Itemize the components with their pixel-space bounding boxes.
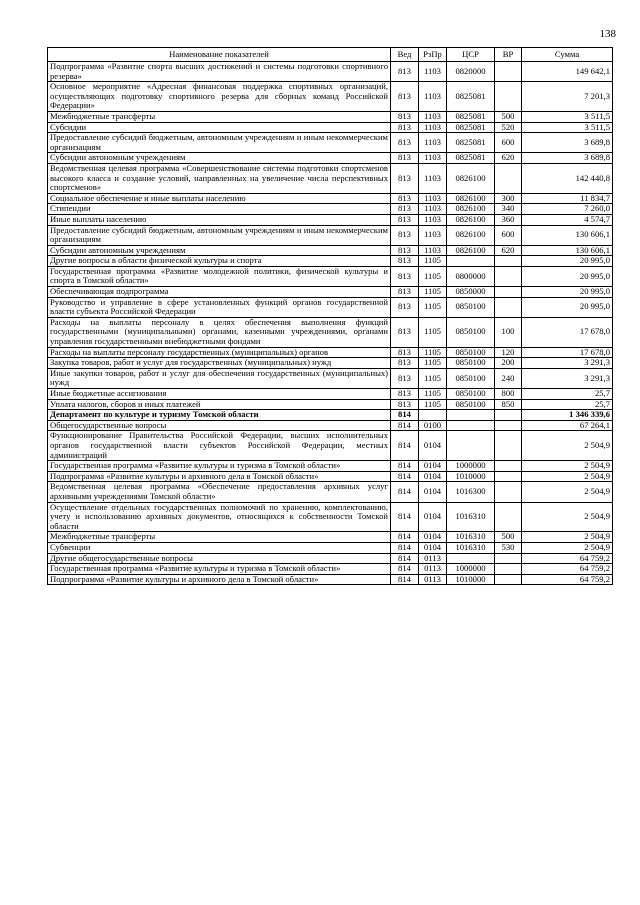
cell-vr: 120 [495, 347, 522, 358]
header-vr: ВР [495, 48, 522, 62]
cell-sum: 25,7 [522, 389, 613, 400]
cell-rzpr: 1105 [419, 317, 447, 347]
cell-ved: 813 [391, 204, 419, 215]
cell-vr: 360 [495, 214, 522, 225]
cell-vr: 800 [495, 389, 522, 400]
cell-rzpr: 0104 [419, 482, 447, 502]
cell-vr: 240 [495, 368, 522, 388]
cell-name: Расходы на выплаты персоналу государственных (муниципальных) органов [48, 347, 391, 358]
cell-name: Иные бюджетные ассигнования [48, 389, 391, 400]
cell-csr: 0850100 [447, 368, 495, 388]
cell-sum: 2 504,9 [522, 542, 613, 553]
cell-vr [495, 553, 522, 564]
cell-name: Другие общегосударственные вопросы [48, 553, 391, 564]
table-row [48, 358, 613, 369]
cell-name: Стипендии [48, 204, 391, 215]
cell-ved: 813 [391, 225, 419, 245]
cell-sum: 3 511,5 [522, 111, 613, 122]
cell-name: Государственная программа «Развитие молодежной политики, физической культуры и спорта в Томской области» [48, 266, 391, 286]
cell-csr: 0825081 [447, 111, 495, 122]
cell-vr [495, 297, 522, 317]
cell-ved: 813 [391, 62, 419, 82]
cell-rzpr: 1103 [419, 133, 447, 153]
budget-table [47, 47, 613, 585]
cell-name: Межбюджетные трансферты [48, 532, 391, 543]
cell-ved: 814 [391, 564, 419, 575]
cell-rzpr: 1105 [419, 297, 447, 317]
table-row [48, 368, 613, 388]
cell-csr: 0850000 [447, 287, 495, 298]
cell-vr: 340 [495, 204, 522, 215]
cell-csr: 0850100 [447, 389, 495, 400]
table-row [48, 502, 613, 532]
cell-sum: 2 504,9 [522, 502, 613, 532]
cell-ved: 814 [391, 542, 419, 553]
cell-rzpr: 0104 [419, 502, 447, 532]
cell-rzpr: 0113 [419, 574, 447, 585]
cell-ved: 814 [391, 574, 419, 585]
cell-name: Подпрограмма «Развитие спорта высших достижений и системы подготовки спортивного резерва» [48, 62, 391, 82]
cell-vr [495, 410, 522, 421]
cell-csr: 1016310 [447, 542, 495, 553]
cell-csr: 0826100 [447, 163, 495, 193]
cell-sum: 2 504,9 [522, 482, 613, 502]
cell-rzpr: 1105 [419, 399, 447, 410]
header-name: Наименование показателей [48, 48, 391, 62]
cell-name: Межбюджетные трансферты [48, 111, 391, 122]
cell-vr [495, 163, 522, 193]
cell-ved: 813 [391, 368, 419, 388]
cell-rzpr: 1103 [419, 163, 447, 193]
cell-rzpr: 0113 [419, 564, 447, 575]
header-rzpr: РзПр [419, 48, 447, 62]
cell-sum: 1 346 339,6 [522, 410, 613, 421]
cell-ved: 814 [391, 431, 419, 461]
cell-name: Иные выплаты населению [48, 214, 391, 225]
cell-vr [495, 266, 522, 286]
cell-sum: 7 201,3 [522, 82, 613, 112]
cell-rzpr: 1103 [419, 153, 447, 164]
cell-csr: 0850100 [447, 399, 495, 410]
table-row [48, 399, 613, 410]
cell-rzpr: 0104 [419, 461, 447, 472]
cell-rzpr: 1103 [419, 204, 447, 215]
cell-rzpr: 0113 [419, 553, 447, 564]
table-row [48, 482, 613, 502]
cell-sum: 11 834,7 [522, 193, 613, 204]
header-ved: Вед [391, 48, 419, 62]
cell-sum: 20 995,0 [522, 256, 613, 267]
cell-csr: 0825081 [447, 122, 495, 133]
cell-name: Предоставление субсидий бюджетным, автономным учреждениям и иным некоммерческим организациям [48, 133, 391, 153]
cell-csr: 0820000 [447, 62, 495, 82]
cell-ved: 813 [391, 82, 419, 112]
cell-name: Подпрограмма «Развитие культуры и архивного дела в Томской области» [48, 574, 391, 585]
cell-rzpr: 1103 [419, 122, 447, 133]
cell-csr: 0826100 [447, 204, 495, 215]
cell-vr [495, 82, 522, 112]
cell-vr [495, 564, 522, 575]
cell-name: Закупка товаров, работ и услуг для государственных (муниципальных) нужд [48, 358, 391, 369]
cell-csr: 0826100 [447, 193, 495, 204]
cell-sum: 3 291,3 [522, 368, 613, 388]
cell-ved: 813 [391, 122, 419, 133]
cell-sum: 3 689,8 [522, 133, 613, 153]
cell-vr [495, 256, 522, 267]
cell-csr [447, 256, 495, 267]
cell-ved: 813 [391, 297, 419, 317]
table-row [48, 532, 613, 543]
cell-csr [447, 410, 495, 421]
cell-vr: 500 [495, 532, 522, 543]
table-row [48, 266, 613, 286]
cell-sum: 7 260,0 [522, 204, 613, 215]
cell-vr: 300 [495, 193, 522, 204]
cell-vr [495, 482, 522, 502]
cell-sum: 3 511,5 [522, 122, 613, 133]
cell-name: Осуществление отдельных государственных полномочий по хранению, комплектованию, учету и использованию архивных документов, относящихся к собственности Томской области [48, 502, 391, 532]
cell-vr [495, 62, 522, 82]
cell-name: Уплата налогов, сборов и иных платежей [48, 399, 391, 410]
cell-name: Предоставление субсидий бюджетным, автономным учреждениям и иным некоммерческим организациям [48, 225, 391, 245]
cell-ved: 814 [391, 420, 419, 431]
table-row [48, 287, 613, 298]
cell-sum: 64 759,2 [522, 553, 613, 564]
cell-rzpr: 0104 [419, 542, 447, 553]
cell-sum: 149 642,1 [522, 62, 613, 82]
cell-rzpr: 1105 [419, 358, 447, 369]
header-sum: Сумма [522, 48, 613, 62]
header-csr: ЦСР [447, 48, 495, 62]
table-row [48, 163, 613, 193]
cell-csr: 0826100 [447, 214, 495, 225]
cell-vr [495, 431, 522, 461]
cell-ved: 814 [391, 482, 419, 502]
cell-sum: 142 440,8 [522, 163, 613, 193]
cell-vr [495, 502, 522, 532]
cell-ved: 814 [391, 502, 419, 532]
cell-rzpr: 1103 [419, 193, 447, 204]
cell-name: Субсидии автономным учреждениям [48, 245, 391, 256]
table-header-row [48, 48, 613, 62]
cell-rzpr: 1105 [419, 266, 447, 286]
cell-sum: 20 995,0 [522, 287, 613, 298]
cell-ved: 814 [391, 471, 419, 482]
cell-csr: 0850100 [447, 358, 495, 369]
cell-name: Подпрограмма «Развитие культуры и архивного дела в Томской области» [48, 471, 391, 482]
cell-rzpr: 0104 [419, 532, 447, 543]
cell-csr [447, 431, 495, 461]
table-row [48, 317, 613, 347]
cell-sum: 2 504,9 [522, 431, 613, 461]
cell-csr: 1010000 [447, 574, 495, 585]
cell-vr: 620 [495, 153, 522, 164]
table-row [48, 204, 613, 215]
cell-name: Основное мероприятие «Адресная финансовая поддержка спортивных организаций, осуществляющих подготовку спортивного резерва для сборных команд Российской Федерации» [48, 82, 391, 112]
table-row [48, 574, 613, 585]
cell-vr: 620 [495, 245, 522, 256]
table-row [48, 111, 613, 122]
cell-rzpr: 1103 [419, 111, 447, 122]
cell-csr: 0800000 [447, 266, 495, 286]
cell-csr: 0825081 [447, 82, 495, 112]
cell-name: Департамент по культуре и туризму Томской области [48, 410, 391, 421]
cell-csr: 0826100 [447, 225, 495, 245]
table-row [48, 471, 613, 482]
cell-ved: 813 [391, 163, 419, 193]
cell-csr: 0825081 [447, 133, 495, 153]
cell-name: Руководство и управление в сфере установленных функций органов государственной власти субъекта Российской Федерации [48, 297, 391, 317]
cell-rzpr: 1105 [419, 347, 447, 358]
cell-sum: 67 264,1 [522, 420, 613, 431]
cell-name: Иные закупки товаров, работ и услуг для обеспечения государственных (муниципальных) нужд [48, 368, 391, 388]
cell-rzpr: 1103 [419, 82, 447, 112]
cell-csr: 0825081 [447, 153, 495, 164]
cell-ved: 813 [391, 347, 419, 358]
cell-sum: 2 504,9 [522, 532, 613, 543]
cell-ved: 813 [391, 111, 419, 122]
cell-ved: 814 [391, 461, 419, 472]
cell-csr: 1016310 [447, 502, 495, 532]
cell-name: Субвенции [48, 542, 391, 553]
cell-rzpr [419, 410, 447, 421]
cell-sum: 20 995,0 [522, 297, 613, 317]
table-row [48, 153, 613, 164]
cell-vr: 100 [495, 317, 522, 347]
cell-sum: 20 995,0 [522, 266, 613, 286]
cell-sum: 25,7 [522, 399, 613, 410]
cell-ved: 813 [391, 358, 419, 369]
cell-name: Ведомственная целевая программа «Совершенствование системы подготовки спортсменов высокого класса и создание условий, направленных на увеличение числа перспективных спортсменов» [48, 163, 391, 193]
cell-csr: 1016310 [447, 532, 495, 543]
table-row [48, 564, 613, 575]
cell-name: Функционирование Правительства Российской Федерации, высших исполнительных органов государственной власти субъектов Российской Федерации, местных администраций [48, 431, 391, 461]
cell-rzpr: 1105 [419, 389, 447, 400]
cell-rzpr: 1103 [419, 225, 447, 245]
table-row [48, 225, 613, 245]
cell-vr: 520 [495, 122, 522, 133]
table-row [48, 133, 613, 153]
cell-sum: 3 291,3 [522, 358, 613, 369]
table-row [48, 62, 613, 82]
cell-sum: 130 606,1 [522, 245, 613, 256]
cell-ved: 814 [391, 410, 419, 421]
table-row [48, 82, 613, 112]
cell-sum: 17 678,0 [522, 317, 613, 347]
cell-name: Расходы на выплаты персоналу в целях обеспечения выполнения функций государственными (муниципальными) органами, казенными учреждениями, органами управления государственными внебюджетными фондами [48, 317, 391, 347]
table-row [48, 347, 613, 358]
cell-name: Государственная программа «Развитие культуры и туризма в Томской области» [48, 564, 391, 575]
cell-sum: 64 759,2 [522, 574, 613, 585]
cell-vr [495, 420, 522, 431]
cell-vr: 200 [495, 358, 522, 369]
table-row [48, 461, 613, 472]
cell-csr: 1000000 [447, 461, 495, 472]
cell-vr: 530 [495, 542, 522, 553]
cell-rzpr: 1103 [419, 214, 447, 225]
cell-rzpr: 1105 [419, 368, 447, 388]
cell-vr [495, 574, 522, 585]
table-row [48, 410, 613, 421]
cell-vr [495, 461, 522, 472]
cell-ved: 813 [391, 266, 419, 286]
cell-ved: 813 [391, 287, 419, 298]
table-row [48, 553, 613, 564]
cell-csr: 1010000 [447, 471, 495, 482]
cell-name: Общегосударственные вопросы [48, 420, 391, 431]
table-row [48, 420, 613, 431]
cell-ved: 813 [391, 256, 419, 267]
cell-sum: 17 678,0 [522, 347, 613, 358]
cell-csr: 0826100 [447, 245, 495, 256]
cell-csr [447, 553, 495, 564]
cell-name: Государственная программа «Развитие культуры и туризма в Томской области» [48, 461, 391, 472]
cell-rzpr: 1103 [419, 245, 447, 256]
cell-csr: 0850100 [447, 297, 495, 317]
cell-name: Обеспечивающая подпрограмма [48, 287, 391, 298]
cell-rzpr: 1105 [419, 256, 447, 267]
cell-sum: 4 574,7 [522, 214, 613, 225]
cell-ved: 813 [391, 317, 419, 347]
table-row [48, 122, 613, 133]
table-row [48, 431, 613, 461]
table-row [48, 297, 613, 317]
cell-vr: 600 [495, 133, 522, 153]
cell-name: Субсидии [48, 122, 391, 133]
cell-ved: 814 [391, 553, 419, 564]
cell-sum: 3 689,8 [522, 153, 613, 164]
cell-ved: 813 [391, 214, 419, 225]
cell-rzpr: 0104 [419, 431, 447, 461]
cell-name: Другие вопросы в области физической культуры и спорта [48, 256, 391, 267]
cell-ved: 813 [391, 389, 419, 400]
cell-ved: 813 [391, 245, 419, 256]
cell-csr: 1016300 [447, 482, 495, 502]
table-row [48, 389, 613, 400]
table-body [48, 62, 613, 585]
table-row [48, 245, 613, 256]
table-row [48, 542, 613, 553]
cell-vr [495, 287, 522, 298]
cell-name: Ведомственная целевая программа «Обеспечение предоставления архивных услуг архивными учреждениями Томской области» [48, 482, 391, 502]
cell-ved: 813 [391, 133, 419, 153]
page-number: 138 [599, 28, 616, 40]
cell-ved: 813 [391, 193, 419, 204]
cell-vr: 500 [495, 111, 522, 122]
cell-vr [495, 471, 522, 482]
cell-csr: 0850100 [447, 347, 495, 358]
cell-rzpr: 0104 [419, 471, 447, 482]
cell-sum: 64 759,2 [522, 564, 613, 575]
cell-vr: 600 [495, 225, 522, 245]
cell-ved: 814 [391, 532, 419, 543]
cell-sum: 2 504,9 [522, 471, 613, 482]
cell-csr: 0850100 [447, 317, 495, 347]
cell-name: Субсидии автономным учреждениям [48, 153, 391, 164]
cell-name: Социальное обеспечение и иные выплаты населению [48, 193, 391, 204]
cell-vr: 850 [495, 399, 522, 410]
table-row [48, 214, 613, 225]
cell-rzpr: 0100 [419, 420, 447, 431]
table-row [48, 256, 613, 267]
cell-sum: 130 606,1 [522, 225, 613, 245]
cell-csr [447, 420, 495, 431]
cell-csr: 1000000 [447, 564, 495, 575]
cell-rzpr: 1103 [419, 62, 447, 82]
cell-rzpr: 1105 [419, 287, 447, 298]
cell-ved: 813 [391, 153, 419, 164]
cell-ved: 813 [391, 399, 419, 410]
cell-sum: 2 504,9 [522, 461, 613, 472]
table-row [48, 193, 613, 204]
